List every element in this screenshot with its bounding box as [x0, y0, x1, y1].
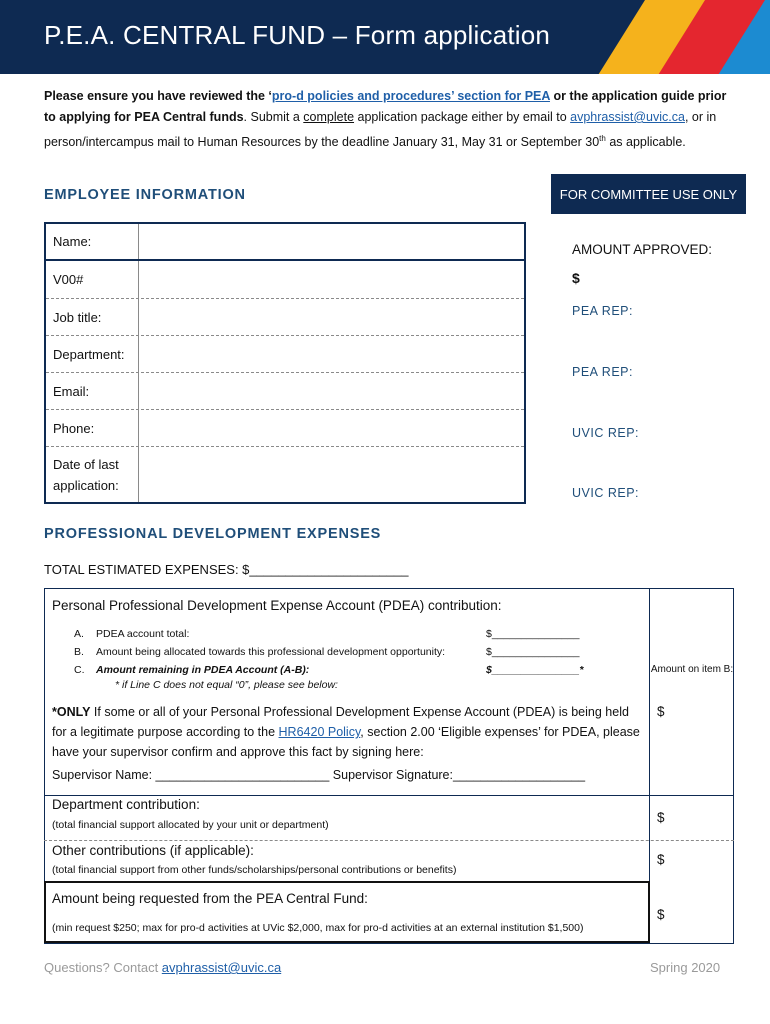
pea-rep-label-2: PEA REP:: [572, 365, 633, 379]
uvic-rep-label-2: UVIC REP:: [572, 486, 640, 500]
pdea-item-a-letter: A.: [74, 628, 84, 640]
intro-submit-text: . Submit a: [243, 110, 304, 124]
pdea-item-c-desc: Amount remaining in PDEA Account (A-B):: [96, 664, 310, 676]
pdea-item-c-amount[interactable]: $_______________*: [486, 664, 584, 676]
pdea-item-b-desc: Amount being allocated towards this professional development opportunity:: [96, 646, 446, 658]
employee-row-last-application: [46, 447, 524, 502]
policies-link[interactable]: pro-d policies and procedures’ section for PEA: [271, 89, 550, 103]
employee-row-email: [46, 373, 524, 410]
requested-amount-title: Amount being requested from the PEA Central Fund:: [52, 891, 368, 906]
pdea-item-a-desc: PDEA account total:: [96, 628, 190, 640]
employee-info-heading: EMPLOYEE INFORMATION: [44, 187, 246, 203]
committee-use-header: FOR COMMITTEE USE ONLY: [551, 174, 746, 214]
job-title-label: Job title:: [46, 299, 139, 335]
pdea-item-a-amount[interactable]: $_______________: [486, 628, 580, 640]
only-text-1: If some or all of your Personal Professional Development Expense Account (PDEA) is being held for a legitimate purpose according to the: [52, 705, 629, 739]
intro-end-text: as applicable.: [605, 135, 686, 150]
employee-row-v00: [46, 261, 524, 299]
pdea-note: * if Line C does not equal “0”, please see below:: [115, 679, 338, 691]
intro-bold-mid: or the application guide prior to applying for PEA Central funds: [44, 89, 727, 124]
department-contribution-sub: (total financial support allocated by your unit or department): [52, 819, 329, 831]
only-bold: *ONLY: [52, 705, 91, 719]
pdea-list: [74, 625, 596, 679]
divider-pdea: [44, 795, 734, 796]
v00-field[interactable]: [139, 261, 524, 298]
pdea-item-b: [74, 643, 596, 661]
expenses-amount-column: [650, 588, 734, 944]
last-application-field[interactable]: [139, 447, 524, 502]
committee-box: [563, 224, 733, 504]
amount-approved-label: AMOUNT APPROVED:: [572, 242, 713, 257]
email-label: Email:: [46, 373, 139, 409]
intro-sup-th: th: [599, 134, 606, 143]
footer-questions: [44, 960, 281, 975]
email-field[interactable]: [139, 373, 524, 409]
pdea-item-c: [74, 661, 596, 679]
department-dollar[interactable]: $: [657, 810, 665, 825]
phone-field[interactable]: [139, 410, 524, 446]
pdea-title: Personal Professional Development Expense Account (PDEA) contribution:: [52, 598, 502, 613]
footer-email-link[interactable]: avphrassist@uvic.ca: [161, 960, 282, 975]
requested-amount-sub: (min request $250; max for pro-d activities at UVic $2,000, max for pro-d activities at an external institution $1,500): [52, 922, 584, 934]
amount-on-item-b-label: Amount on item B:: [650, 664, 734, 675]
employee-info-table: [44, 222, 526, 504]
other-contributions-title: Other contributions (if applicable):: [52, 843, 254, 858]
divider-department: [44, 840, 734, 841]
employee-row-phone: [46, 410, 524, 447]
expenses-heading: PROFESSIONAL DEVELOPMENT EXPENSES: [44, 526, 382, 542]
other-contributions-sub: (total financial support from other funds/scholarships/personal contributions or benefits): [52, 864, 457, 876]
pdea-dollar[interactable]: $: [657, 704, 665, 719]
job-title-field[interactable]: [139, 299, 524, 335]
header-banner: [0, 0, 770, 74]
employee-row-job-title: [46, 299, 524, 336]
other-dollar[interactable]: $: [657, 852, 665, 867]
supervisor-line[interactable]: Supervisor Name: _________________________ Supervisor Signature:___________________: [52, 768, 586, 782]
department-label: Department:: [46, 336, 139, 372]
only-paragraph: [52, 702, 644, 762]
pea-rep-label-1: PEA REP:: [572, 304, 633, 318]
department-contribution-title: Department contribution:: [52, 797, 200, 812]
pdea-item-b-letter: B.: [74, 646, 84, 658]
hr6420-policy-link[interactable]: HR6420 Policy: [278, 725, 361, 739]
uvic-rep-label-1: UVIC REP:: [572, 426, 640, 440]
intro-email-link[interactable]: avphrassist@uvic.ca: [570, 110, 685, 124]
amount-approved-dollar: $: [572, 270, 580, 286]
only-text-2: , section 2.00 ‘Eligible expenses’ for PDEA, please have your supervisor confirm and approve this fact by signing here:: [52, 725, 640, 759]
footer-season: Spring 2020: [650, 960, 721, 975]
pdea-item-b-amount[interactable]: $_______________: [486, 646, 580, 658]
page-title: P.E.A. CENTRAL FUND – Form application: [44, 20, 551, 50]
total-estimated-expenses[interactable]: TOTAL ESTIMATED EXPENSES: $______________________: [44, 562, 409, 577]
name-field[interactable]: [139, 224, 524, 259]
footer-questions-text: Questions? Contact: [44, 960, 162, 975]
intro-deadline-text: , or in person/intercampus mail to Human Resources by the deadline January 31, May 31 or September 30: [44, 110, 717, 150]
v00-label: V00#: [46, 261, 139, 298]
department-field[interactable]: [139, 336, 524, 372]
intro-bold-start: Please ensure you have reviewed the ‘: [44, 89, 272, 103]
requested-dollar[interactable]: $: [657, 907, 665, 922]
intro-complete-word: complete: [303, 110, 355, 124]
pdea-item-a: [74, 625, 596, 643]
intro-package-text: application package either by email to: [354, 110, 571, 124]
intro-paragraph: [44, 86, 734, 153]
employee-row-name: [46, 224, 524, 261]
employee-row-department: [46, 336, 524, 373]
last-application-label: Date of last application:: [46, 447, 139, 502]
name-label: Name:: [46, 224, 139, 259]
pdea-item-c-letter: C.: [74, 664, 85, 676]
phone-label: Phone:: [46, 410, 139, 446]
